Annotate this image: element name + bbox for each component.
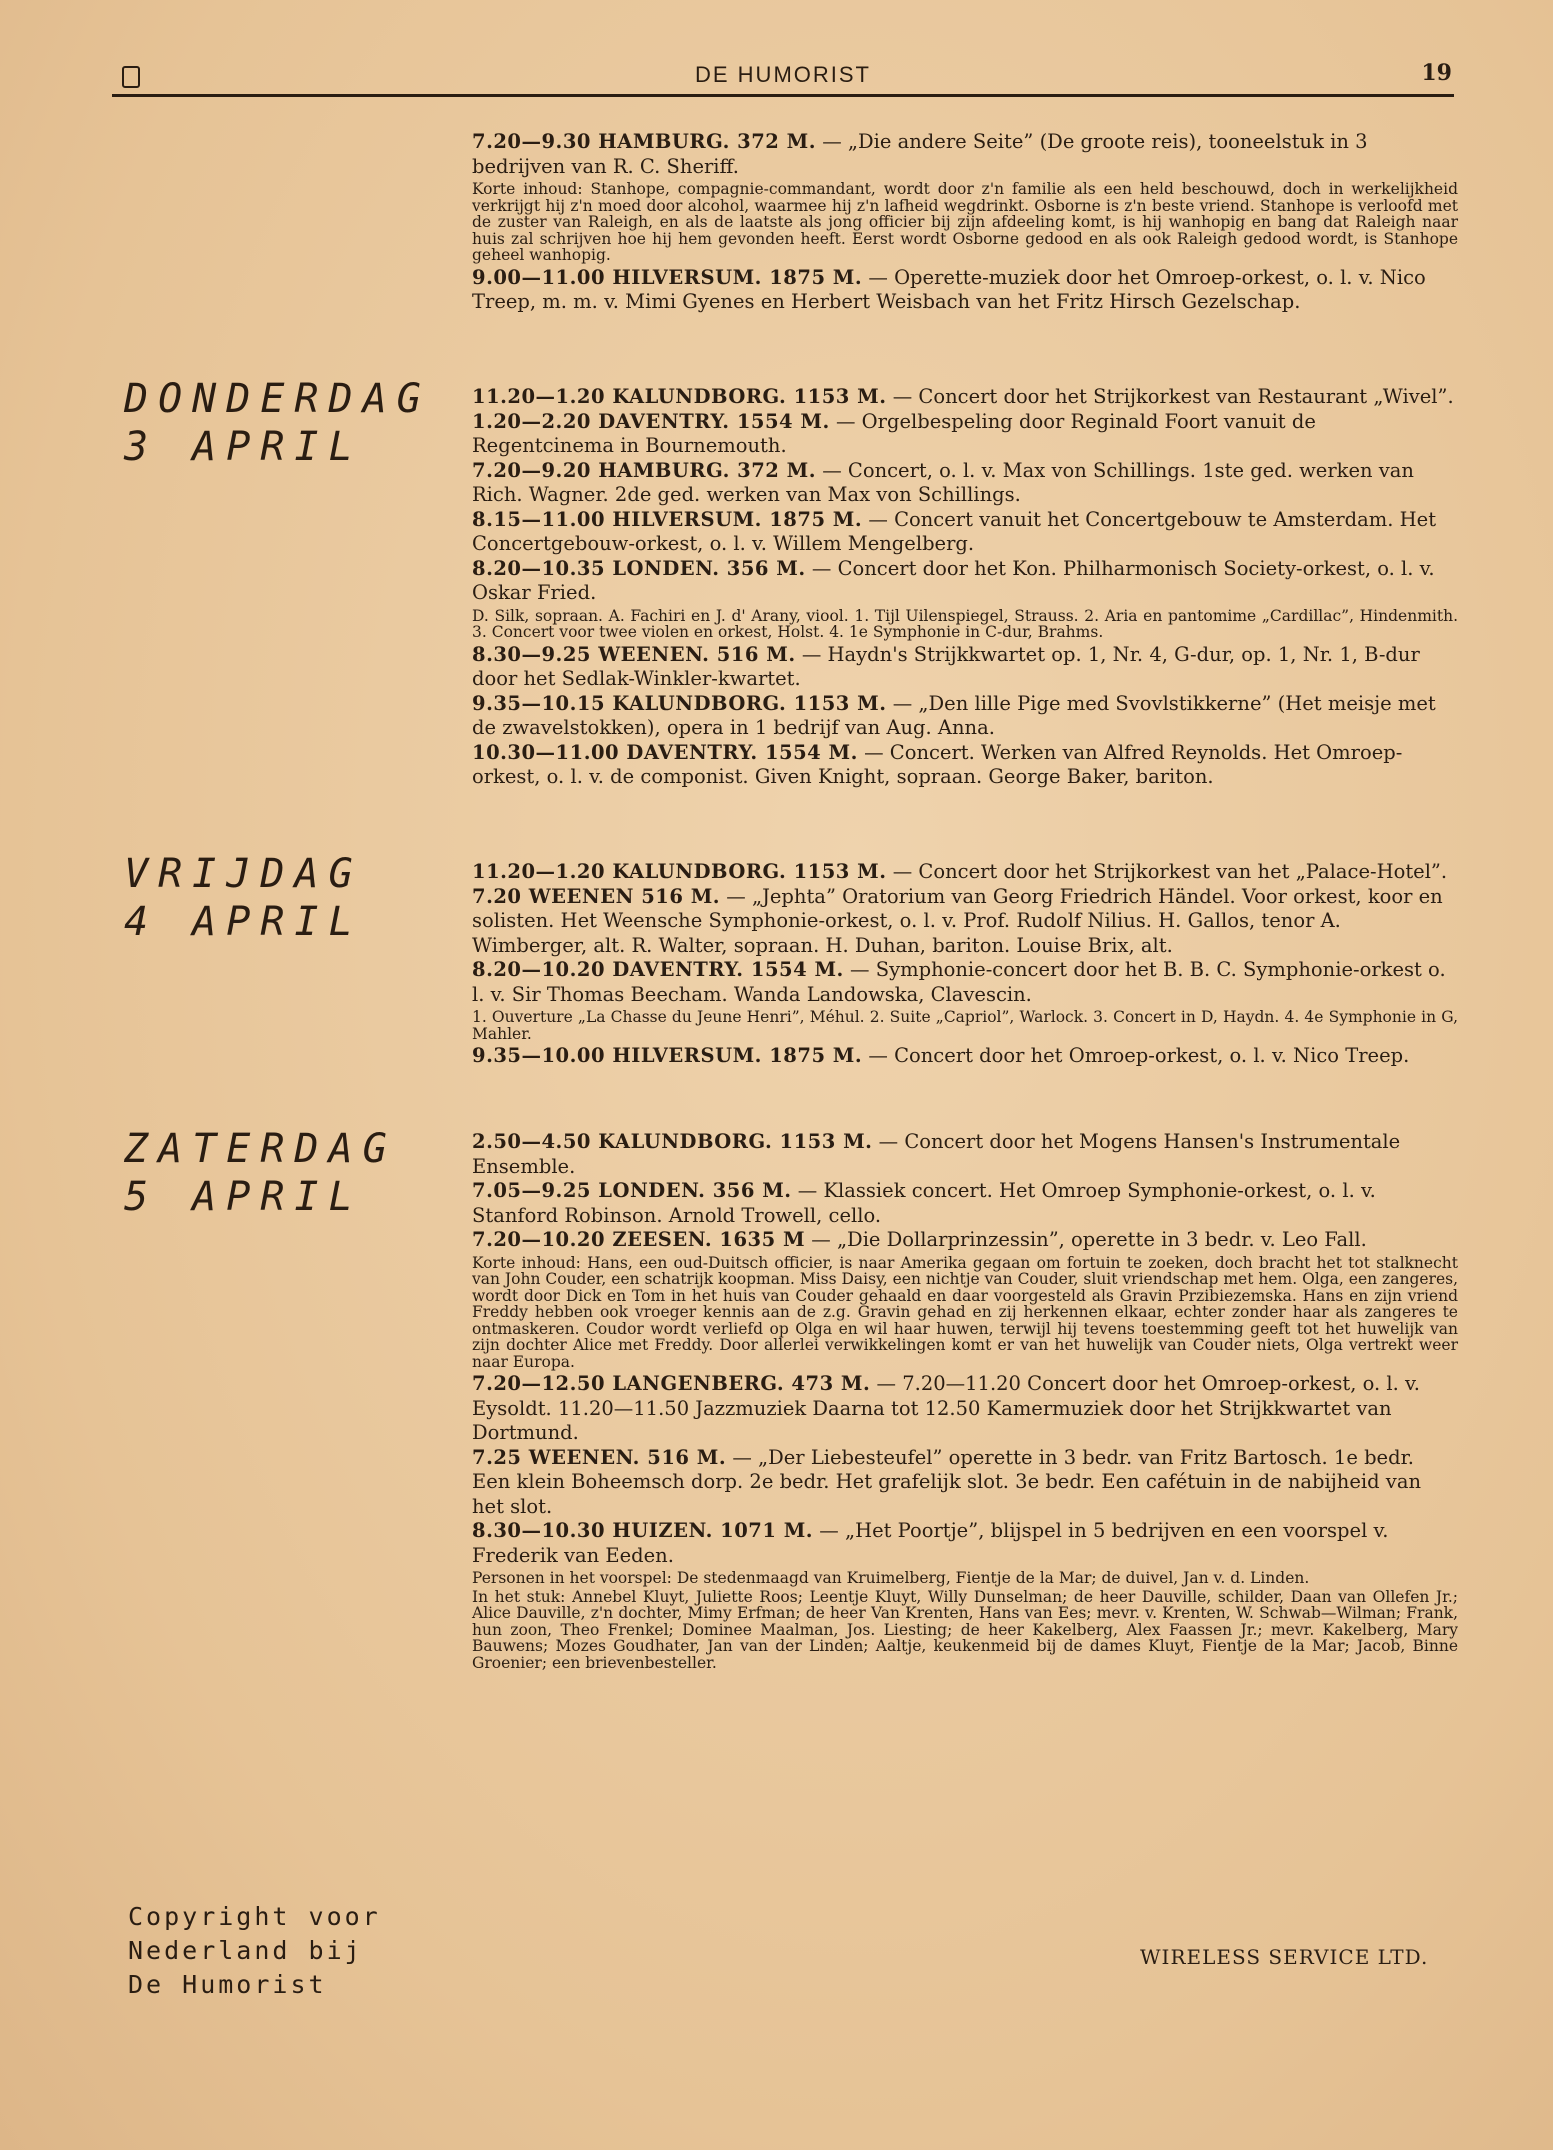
header-rule [112,94,1454,97]
station-time: 9.00—11.00 HILVERSUM. 1875 M. [472,265,863,289]
day-name: VRIJDAG [124,851,363,897]
page-header [112,60,1454,96]
station-time: 7.05—9.25 LONDEN. 356 M. [472,1179,792,1202]
vrijdag-listings [472,860,1458,1069]
station-time: 7.20—9.20 HAMBURG. 372 M. [472,458,817,482]
program-description: — Concert door het Kon. Philharmonisch Society-orkest, o. l. v. Oskar Fried. [472,556,1435,604]
program-description: — Haydn's Strijkkwartet op. 1, Nr. 4, G-dur, op. 1, Nr. 1, B-dur door het Sedlak-Winkler-kwartet. [472,642,1420,690]
station-time: 7.20—12.50 LANGENBERG. 473 M. [472,1372,871,1395]
program-notes: 1. Ouverture „La Chasse du Jeune Henri”, Méhul. 2. Suite „Capriol”, Warlock. 3. Concert in D, Haydn. 4. 4e Symphonie in G, Mahler. [472,1008,1458,1043]
program-description: — Concert vanuit het Concertgebouw te Amsterdam. Het Concertgebouw-orkest, o. l. v. Willem Mengelberg. [472,507,1437,555]
station-time: 9.35—10.15 KALUNDBORG. 1153 M. [472,691,887,715]
broadcast-listing [472,1446,1458,1520]
broadcast-listing [472,266,1458,315]
day-heading-zaterdag [124,1125,397,1221]
broadcast-listing [472,1044,1458,1069]
program-description: — „Die andere Seite” (De groote reis), tooneelstuk in 3 bedrijven van R. C. Sheriff. [472,130,1368,178]
broadcast-listing [472,385,1458,410]
station-time: 1.20—2.20 DAVENTRY. 1554 M. [472,409,830,433]
broadcast-listing [472,410,1458,459]
broadcast-listing [472,1372,1458,1446]
station-time: 8.20—10.20 DAVENTRY. 1554 M. [472,958,844,981]
broadcast-listing [472,860,1458,885]
day-name: DONDERDAG [124,376,431,422]
broadcast-listing [472,643,1458,692]
station-time: 7.20 WEENEN 516 M. [472,884,721,908]
program-notes: Korte inhoud: Hans, een oud-Duitsch officier, is naar Amerika gegaan om fortuin te zoeken, doch bracht het tot stalknecht van John Couder, een schatrijk koopman. Miss Daisy, een nichtje van Couder, sluit vriendschap met hem. Olga, een zangeres, wordt door Dick en Tom in het huis van Couder gehaald en daar voorgesteld als Gravin Przibiezemska. Hans en zijn vriend Freddy hebben ook vroeger kennis aan de z.g. Gravin gehad en zij herkennen elkaar, echter zonder haar als zangeres te ontmaskeren. Coudor wordt verliefd op Olga en wil haar huwen, terwijl hij tevens toestemming geeft tot het huwelijk van zijn dochter Alice met Freddy. Door allerlei verwikkelingen komt er van het huwelijk van Couder niets, Olga vertrekt weer naar Europa. [472,1253,1458,1371]
program-description: — Concert. Werken van Alfred Reynolds. Het Omroep-orkest, o. l. v. de componist. Given Knight, sopraan. George Baker, bariton. [472,740,1403,788]
program-description: — Concert door het Mogens Hansen's Instrumentale Ensemble. [472,1130,1401,1178]
station-time: 8.30—10.30 HUIZEN. 1071 M. [472,1519,814,1542]
copyright-line: De Humorist [128,1970,327,1999]
copyright-line: Copyright voor [128,1902,381,1931]
station-time: 8.30—9.25 WEENEN. 516 M. [472,642,796,666]
broadcast-listing [472,1179,1458,1228]
program-description: — Symphonie-concert door het B. B. C. Symphonie-orkest o. l. v. Sir Thomas Beecham. Wanda Landowska, Clavescin. [472,958,1446,1006]
day-heading-donderdag [124,375,431,471]
broadcast-listing [472,1130,1458,1179]
page-number: 19 [1421,60,1452,86]
program-notes: In het stuk: Annebel Kluyt, Juliette Roos; Leentje Kluyt, Willy Dunselman; de heer Dauville, schilder, Daan van Ollefen Jr.; Alice Dauville, z'n dochter, Mimy Erfman; de heer Van Krenten, Hans van Ees; mevr. v. Krenten, W. Schwab—Wilman; Frank, hun zoon, Theo Frenkel; Dominee Maalman, Jos. Liesting; de heer Kakelberg, Alex Faassen Jr.; mevr. Kakelberg, Mary Bauwens; Mozes Goudhater, Jan van der Linden; Aaltje, keukenmeid bij de dames Kluyt, Fientje de la Mar; Jacob, Binne Groenier; een brievenbesteller. [472,1587,1458,1672]
station-time: 7.20—10.20 ZEESEN. 1635 M [472,1228,806,1251]
broadcast-listing [472,557,1458,606]
station-time: 10.30—11.00 DAVENTRY. 1554 M. [472,740,858,764]
program-description: — Concert door het Strijkorkest van het „Palace-Hotel”. [886,860,1448,883]
program-description: — Concert, o. l. v. Max von Schillings. 1ste ged. werken van Rich. Wagner. 2de ged. werken van Max von Schillings. [472,458,1414,506]
station-time: 11.20—1.20 KALUNDBORG. 1153 M. [472,860,887,883]
station-time: 9.35—10.00 HILVERSUM. 1875 M. [472,1044,863,1067]
station-time: 8.15—11.00 HILVERSUM. 1875 M. [472,507,863,531]
program-notes: Korte inhoud: Stanhope, compagnie-commandant, wordt door z'n familie als een held beschouwd, doch in werkelijkheid verkrijgt hij z'n moed door alcohol, waarmee hij z'n lafheid wegdrinkt. Osborne is z'n beste vriend. Stanhope is verloofd met de zuster van Raleigh, en als de laatste als jong officier bij zijn afdeeling komt, is hij wanhopig en bang dat Raleigh naar huis zal schrijven hoe hij hem gevonden heeft. Eerst wordt Osborne gedood en als ook Raleigh gedood wordt, is Stanhope geheel wanhopig. [472,180,1458,264]
copyright-notice [128,1900,381,2002]
broadcast-listing [472,1519,1458,1568]
broadcast-listing [472,459,1458,508]
broadcast-listing [472,508,1458,557]
wireless-service-credit: WIRELESS SERVICE LTD. [1140,1945,1429,1969]
broadcast-listing [472,885,1458,959]
station-time: 7.25 WEENEN. 516 M. [472,1445,727,1469]
program-description: — 7.20—11.20 Concert door het Omroep-orkest, o. l. v. Eysoldt. 11.20—11.50 Jazzmuziek Daarna tot 12.50 Kamermuziek door het Strijkkwartet van Dortmund. [472,1372,1420,1444]
station-time: 7.20—9.30 HAMBURG. 372 M. [472,130,817,153]
program-description: — „Der Liebesteufel” operette in 3 bedr. van Fritz Bartosch. 1e bedr. Een klein Boheemsch dorp. 2e bedr. Het grafelijk slot. 3e bedr. Een cafétuin in de nabijheid van het slot. [472,1445,1422,1518]
program-description: — „Het Poortje”, blijspel in 5 bedrijven en een voorspel v. Frederik van Eeden. [472,1519,1389,1567]
copyright-line: Nederland bij [128,1936,363,1965]
program-description: — Concert door het Strijkorkest van Restaurant „Wivel”. [886,385,1454,408]
program-description: — „Jephta” Oratorium van Georg Friedrich Händel. Voor orkest, koor en solisten. Het Weensche Symphonie-orkest, o. l. v. Prof. Rudolf Nilius. H. Gallos, tenor A. Wimberger, alt. R. Walter, sopraan. H. Duhan, bariton. Louise Brix, alt. [472,884,1443,957]
day-name: ZATERDAG [124,1126,397,1172]
station-time: 11.20—1.20 KALUNDBORG. 1153 M. [472,385,887,408]
program-description: — Concert door het Omroep-orkest, o. l. v. Nico Treep. [862,1044,1410,1067]
day-date: 4 APRIL [124,899,363,945]
broadcast-listing [472,692,1458,741]
day-date: 3 APRIL [124,424,363,470]
zaterdag-listings [472,1130,1458,1673]
day-date: 5 APRIL [124,1174,363,1220]
magazine-title: DE HUMORIST [695,62,871,87]
program-notes: Personen in het voorspel: De stedenmaagd van Kruimelberg, Fientje de la Mar; de duivel, Jan v. d. Linden. [472,1569,1310,1587]
woensdag-continuation-listings [472,130,1458,315]
broadcast-listing [472,741,1458,790]
program-notes: D. Silk, sopraan. A. Fachiri en J. d' Arany, viool. 1. Tijl Uilenspiegel, Strauss. 2. Aria en pantomime „Cardillac”, Hindenmith. 3. Concert voor twee violen en orkest, Holst. 4. 1e Symphonie in C-dur, Brahms. [472,606,1458,641]
program-description: — Klassiek concert. Het Omroep Symphonie-orkest, o. l. v. Stanford Robinson. Arnold Trowell, cello. [472,1179,1376,1227]
donderdag-listings [472,385,1458,790]
program-description: — „Den lille Pige med Svovlstikkerne” (Het meisje met de zwavelstokken), opera in 1 bedrijf van Aug. Anna. [472,691,1436,739]
program-description: — Operette-muziek door het Omroep-orkest, o. l. v. Nico Treep, m. m. v. Mimi Gyenes en Herbert Weisbach van het Fritz Hirsch Gezelschap. [472,265,1426,313]
station-time: 8.20—10.35 LONDEN. 356 M. [472,556,806,580]
day-heading-vrijdag [124,850,363,946]
program-description: — Orgelbespeling door Reginald Foort vanuit de Regentcinema in Bournemouth. [472,409,1316,457]
program-description: — „Die Dollarprinzessin”, operette in 3 bedr. v. Leo Fall. [805,1228,1367,1251]
broadcast-listing [472,1228,1458,1253]
broadcast-listing [472,130,1458,179]
station-time: 2.50—4.50 KALUNDBORG. 1153 M. [472,1130,873,1153]
broadcast-listing [472,958,1458,1007]
